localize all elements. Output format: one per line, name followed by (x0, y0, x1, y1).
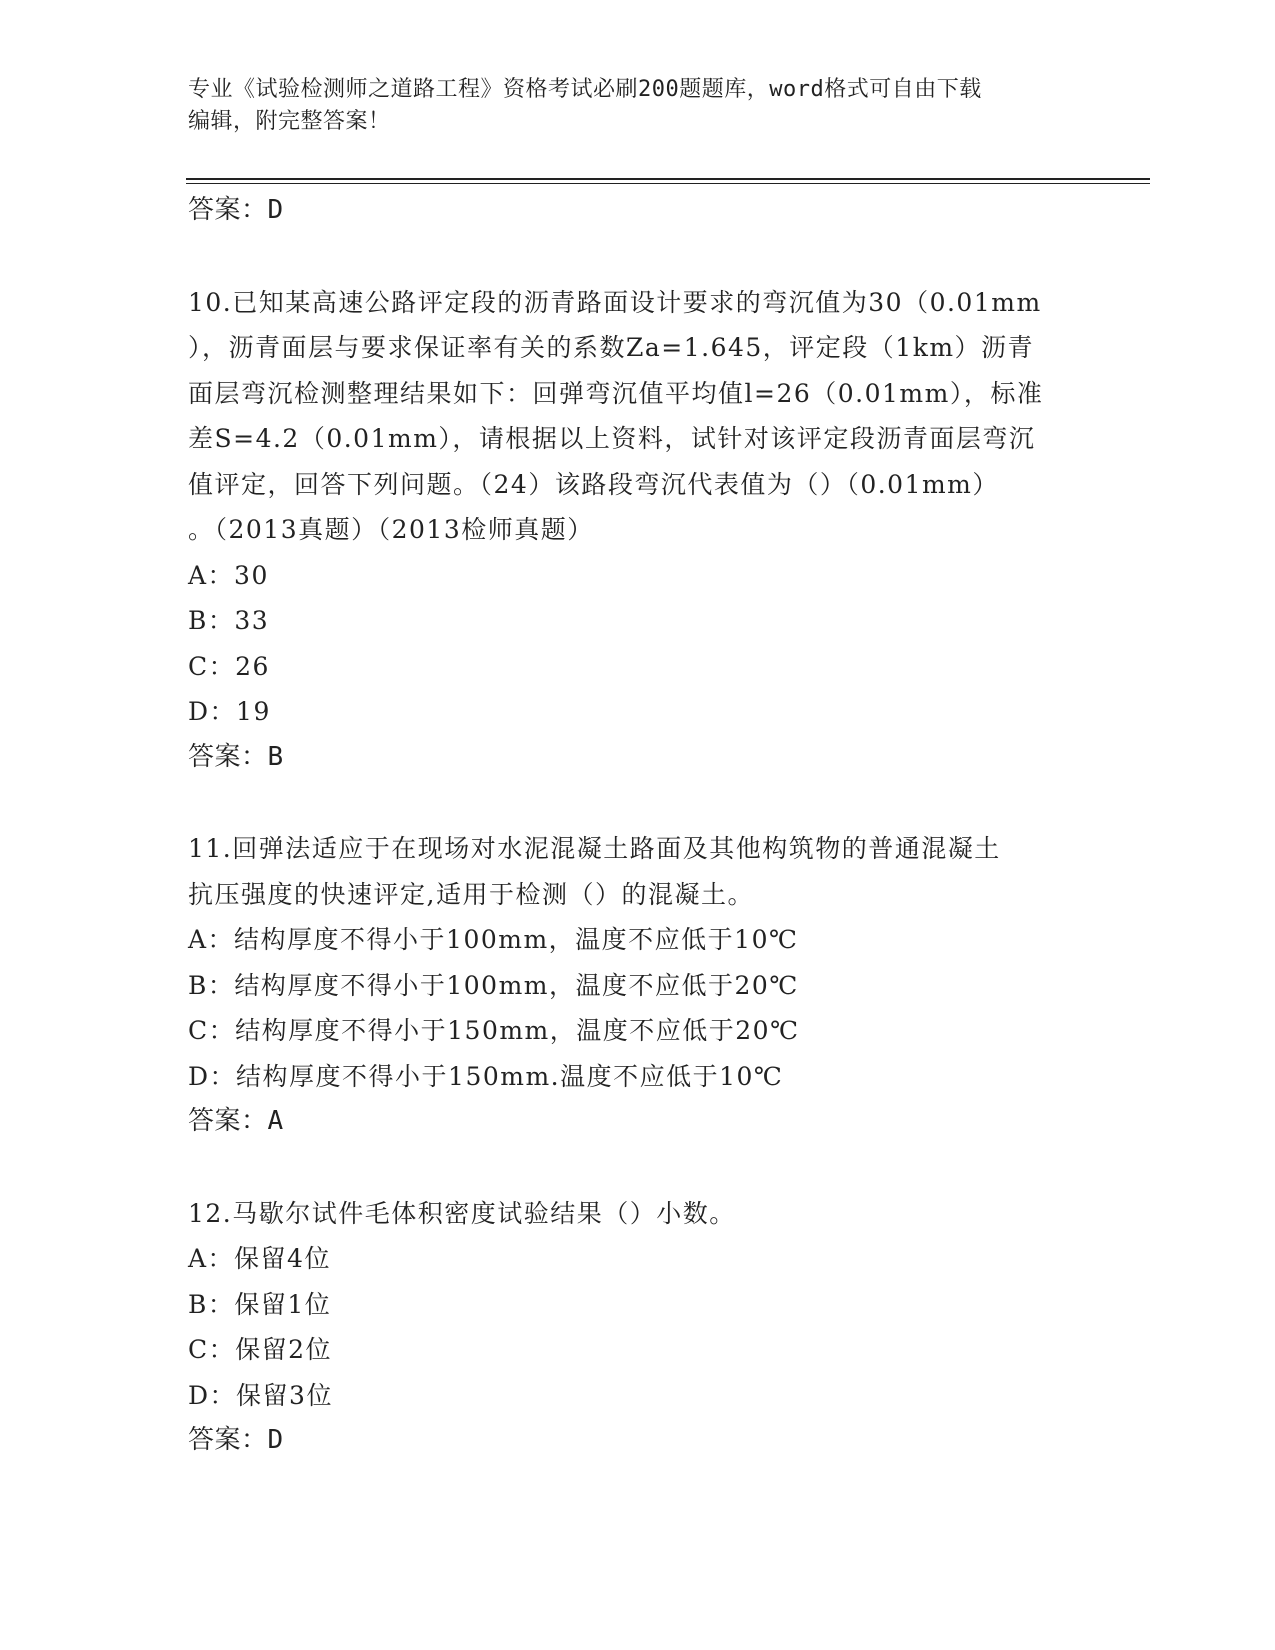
question-stem-line: ），沥青面层与要求保证率有关的系数Za=1.645，评定段（1km）沥青 (188, 333, 1035, 362)
spacer (188, 1145, 1088, 1191)
header-divider-thin (186, 183, 1150, 184)
header-divider-thick (186, 178, 1150, 180)
option-a: A：30 (188, 560, 269, 590)
question-stem-line: 值评定，回答下列问题。（24）该路段弯沉代表值为（）（0.01mm） (188, 469, 999, 499)
question-answer: 答案：B (188, 741, 284, 772)
question-stem-line: 面层弯沉检测整理结果如下：回弹弯沉值平均值l=26（0.01mm），标准 (188, 378, 1044, 408)
question-11 (188, 826, 1088, 1145)
option-b: B：保留1位 (188, 1289, 332, 1319)
option-c: C：结构厚度不得小于150mm，温度不应低于20℃ (188, 1016, 800, 1045)
question-stem-line: 12.马歇尔试件毛体积密度试验结果（）小数。 (188, 1198, 736, 1228)
option-d: D：结构厚度不得小于150mm.温度不应低于10℃ (188, 1061, 784, 1091)
previous-answer: 答案：D (188, 195, 284, 225)
option-c: C：26 (188, 651, 270, 681)
question-stem-line: 差S=4.2（0.01mm），请根据以上资料，试针对该评定段沥青面层弯沉 (188, 424, 1036, 453)
question-stem-line: 10.已知某高速公路评定段的沥青路面设计要求的弯沉值为30（0.01mm (188, 287, 1042, 317)
question-stem-line: 抗压强度的快速评定,适用于检测（）的混凝土。 (188, 879, 754, 909)
option-d: D：保留3位 (188, 1380, 333, 1410)
question-answer: 答案：D (188, 1425, 284, 1455)
question-10 (188, 280, 1088, 781)
question-12 (188, 1191, 1088, 1464)
spacer (188, 780, 1088, 826)
question-answer: 答案：A (188, 1106, 284, 1136)
option-a: A：结构厚度不得小于100mm，温度不应低于10℃ (188, 925, 799, 954)
question-stem-line: 11.回弹法适应于在现场对水泥混凝土路面及其他构筑物的普通混凝土 (188, 834, 1001, 863)
option-a: A：保留4位 (188, 1244, 331, 1273)
header-line-1: 专业《试验检测师之道路工程》资格考试必刷200题题库，word格式可自由下载 (188, 77, 982, 102)
question-stem-line: 。（2013真题）（2013检师真题） (188, 515, 594, 544)
option-b: B：结构厚度不得小于100mm，温度不应低于20℃ (188, 970, 799, 1000)
option-b: B：33 (188, 606, 270, 635)
spacer (188, 234, 1088, 280)
question-list (188, 188, 1088, 1464)
document-header (188, 74, 1088, 138)
option-c: C：保留2位 (188, 1335, 333, 1364)
option-d: D：19 (188, 697, 271, 726)
header-line-2: 编辑，附完整答案！ (188, 109, 391, 134)
